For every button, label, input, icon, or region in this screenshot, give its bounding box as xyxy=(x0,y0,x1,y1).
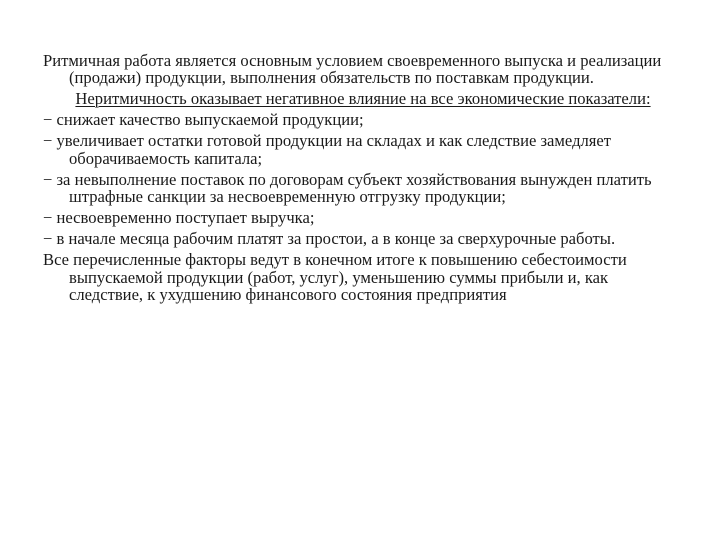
list-item-revenue: − несвоевременно поступает выручка; xyxy=(43,208,315,228)
list-item-penalties: − за невыполнение поставок по договорам субъект хозяйствования вынужден платить штрафные санкции за несвоевременную отгрузку продукции; xyxy=(43,169,652,207)
list-item-quality: − снижает качество выпускаемой продукции; xyxy=(43,110,364,130)
conclusion-paragraph: Все перечисленные факторы ведут в конечном итоге к повышению себестоимости выпускаемой продукции (работ, услуг), уменьшению суммы прибыли и, как следствие, к ухудшению финансового состояния предприятия xyxy=(43,250,627,305)
text-body xyxy=(43,52,683,307)
intro-paragraph: Ритмичная работа является основным условием своевременного выпуска и реализации (продажи) продукции, выполнения обязательств по поставкам продукции. xyxy=(43,51,662,88)
list-item-overtime: − в начале месяца рабочим платят за простои, а в конце за сверхурочные работы. xyxy=(43,229,616,249)
list-item-stock: − увеличивает остатки готовой продукции на складах и как следствие замедляет оборачиваемость капитала; xyxy=(43,131,612,168)
underlined-heading: Неритмичность оказывает негативное влияние на все экономические показатели: xyxy=(75,89,651,109)
